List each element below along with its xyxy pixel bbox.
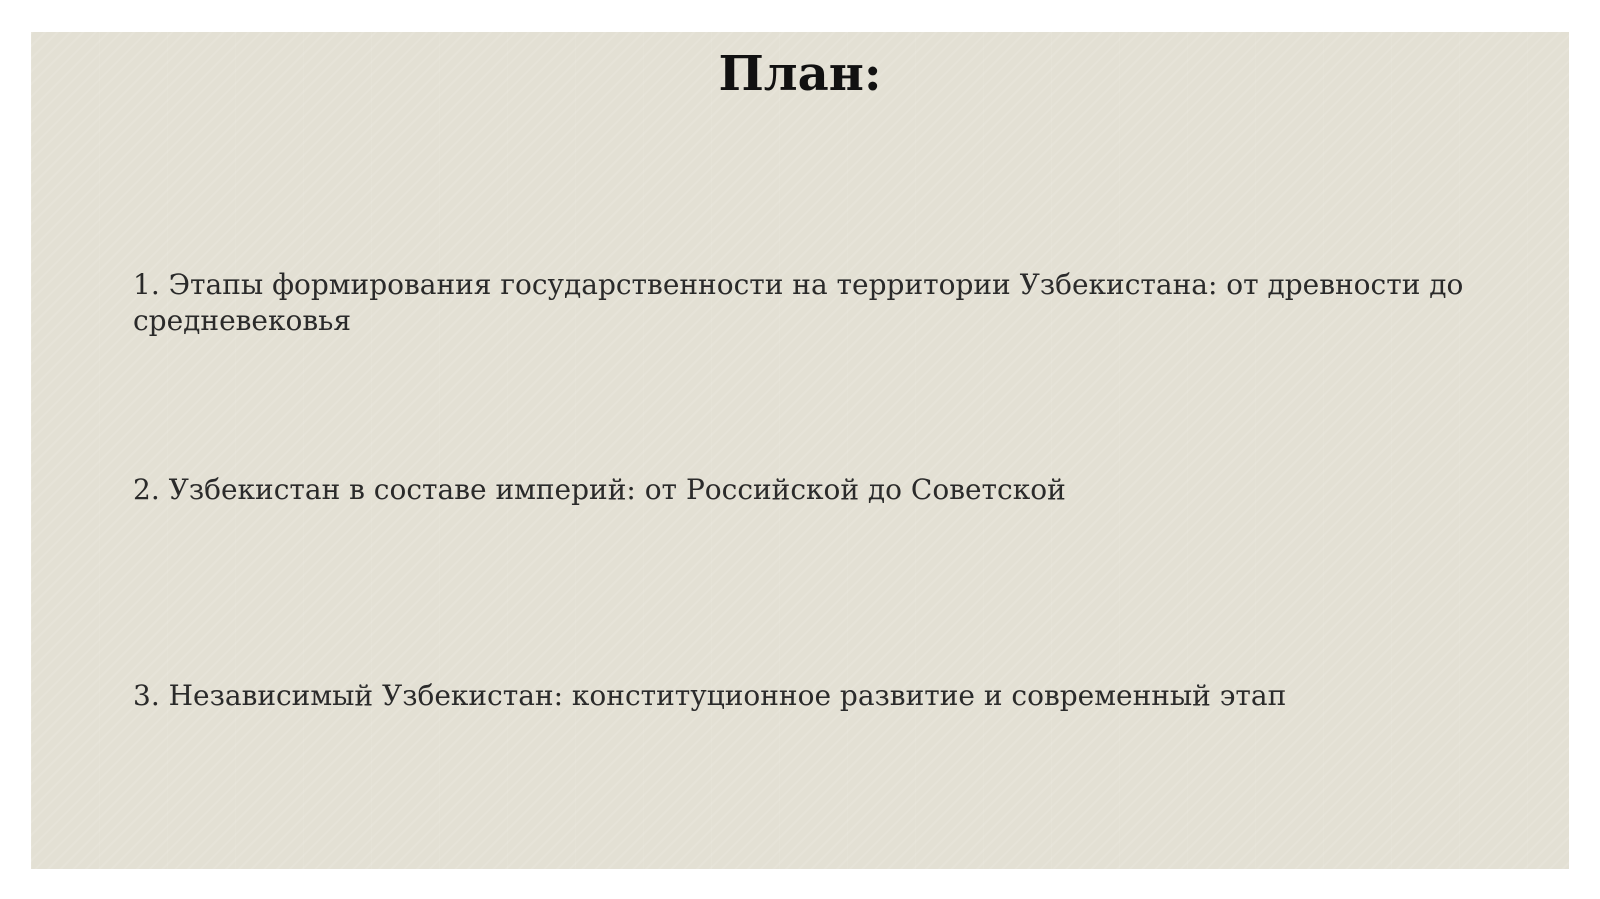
plan-item-1: 1. Этапы формирования государственности на территории Узбекистана: от древности до средневековья [133, 268, 1464, 337]
plan-item-3: 3. Независимый Узбекистан: конституционное развитие и современный этап [133, 679, 1287, 712]
plan-item-2: 2. Узбекистан в составе империй: от Российской до Советской [133, 473, 1066, 506]
slide [31, 32, 1569, 869]
slide-title: План: [718, 46, 882, 102]
